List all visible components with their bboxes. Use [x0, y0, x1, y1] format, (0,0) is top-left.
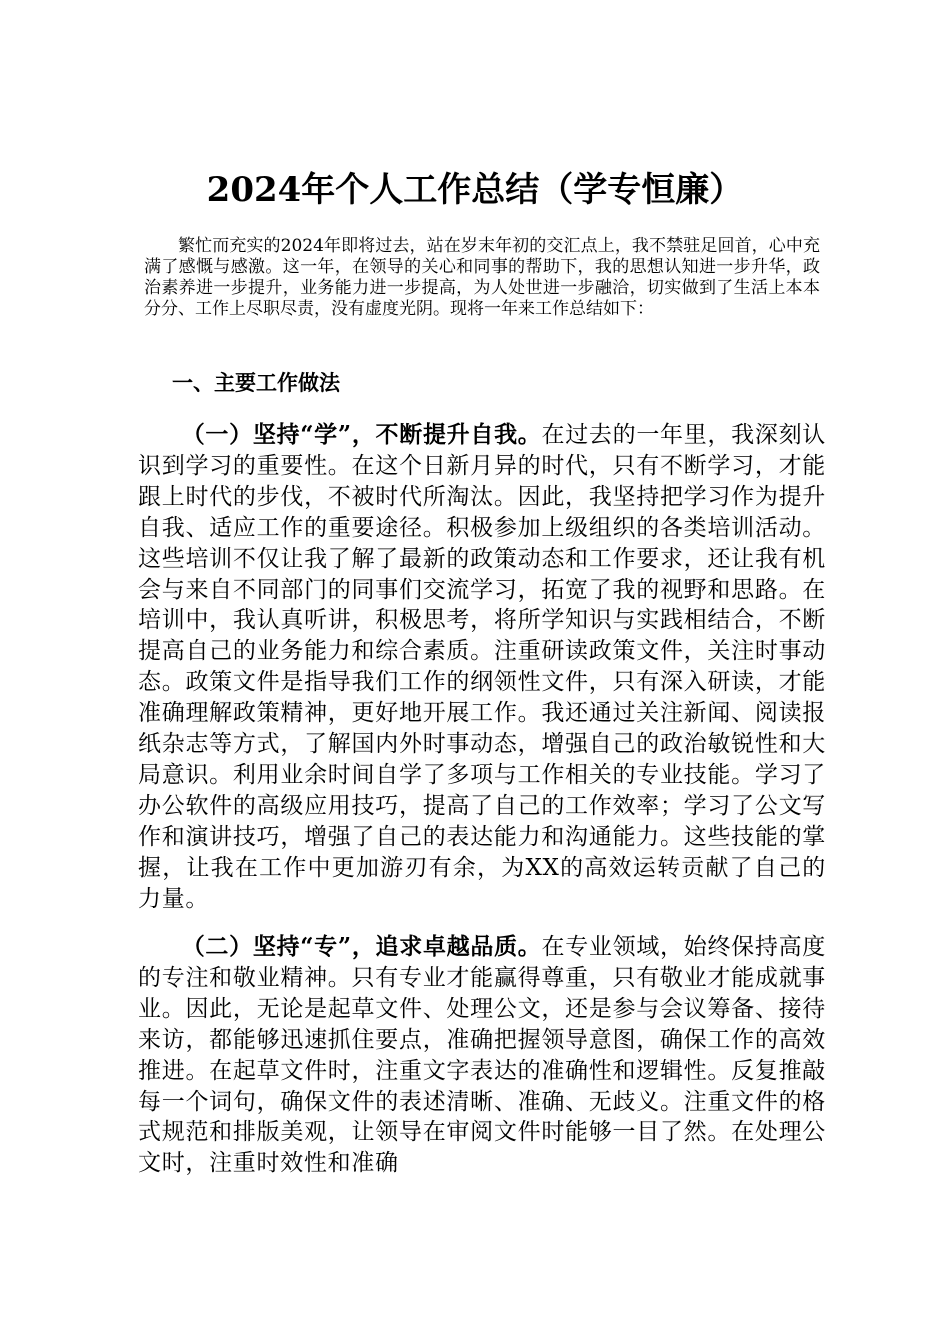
- section-heading-main-practices: 一、主要工作做法: [172, 370, 340, 395]
- paragraph-professional-lead: （二）坚持“专”，追求卓越品质。: [181, 933, 542, 960]
- intro-paragraph: 繁忙而充实的2024年即将过去，站在岁末年初的交汇点上，我不禁驻足回首，心中充满了感慨与感激。这一年，在领导的关心和同事的帮助下，我的思想认知进一步升华，政治素养进一步提升，业务能力进一步提高，为人处世进一步融洽，切实做到了生活上本本分分、工作上尽职尽责，没有虚度光阴。现将一年来工作总结如下：: [144, 236, 820, 319]
- paragraph-professional-body: 在专业领域，始终保持高度的专注和敬业精神。只有专业才能赢得尊重，只有敬业才能成就事业。因此，无论是起草文件、处理公文，还是参与会议筹备、接待来访，都能够迅速抓住要点，准确把握领导意图，确保工作的高效推进。在起草文件时，注重文字表达的准确性和逻辑性。反复推敲每一个词句，确保文件的表述清晰、准确、无歧义。注重文件的格式规范和排版美观，让领导在审阅文件时能够一目了然。在处理公文时，注重时效性和准确: [138, 934, 826, 1177]
- document-title: 2024年个人工作总结（学专恒廉）: [206, 170, 744, 210]
- paragraph-study-body: 在过去的一年里，我深刻认识到学习的重要性。在这个日新月异的时代，只有不断学习，才能跟上时代的步伐，不被时代所淘汰。因此，我坚持把学习作为提升自我、适应工作的重要途径。积极参加上级组织的各类培训活动。这些培训不仅让我了解了最新的政策动态和工作要求，还让我有机会与来自不同部门的同事们交流学习，拓宽了我的视野和思路。在培训中，我认真听讲，积极思考，将所学知识与实践相结合，不断提高自己的业务能力和综合素质。注重研读政策文件，关注时事动态。政策文件是指导我们工作的纲领性文件，只有深入研读，才能准确理解政策精神，更好地开展工作。我还通过关注新闻、阅读报纸杂志等方式，了解国内外时事动态，增强自己的政治敏锐性和大局意识。利用业余时间自学了多项与工作相关的专业技能。学习了办公软件的高级应用技巧，提高了自己的工作效率；学习了公文写作和演讲技巧，增强了自己的表达能力和沟通能力。这些技能的掌握，让我在工作中更加游刃有余，为XX的高效运转贡献了自己的力量。: [138, 422, 826, 912]
- paragraph-professional: [138, 932, 826, 1179]
- paragraph-study: [138, 420, 826, 915]
- paragraph-study-lead: （一）坚持“学”，不断提升自我。: [181, 421, 542, 448]
